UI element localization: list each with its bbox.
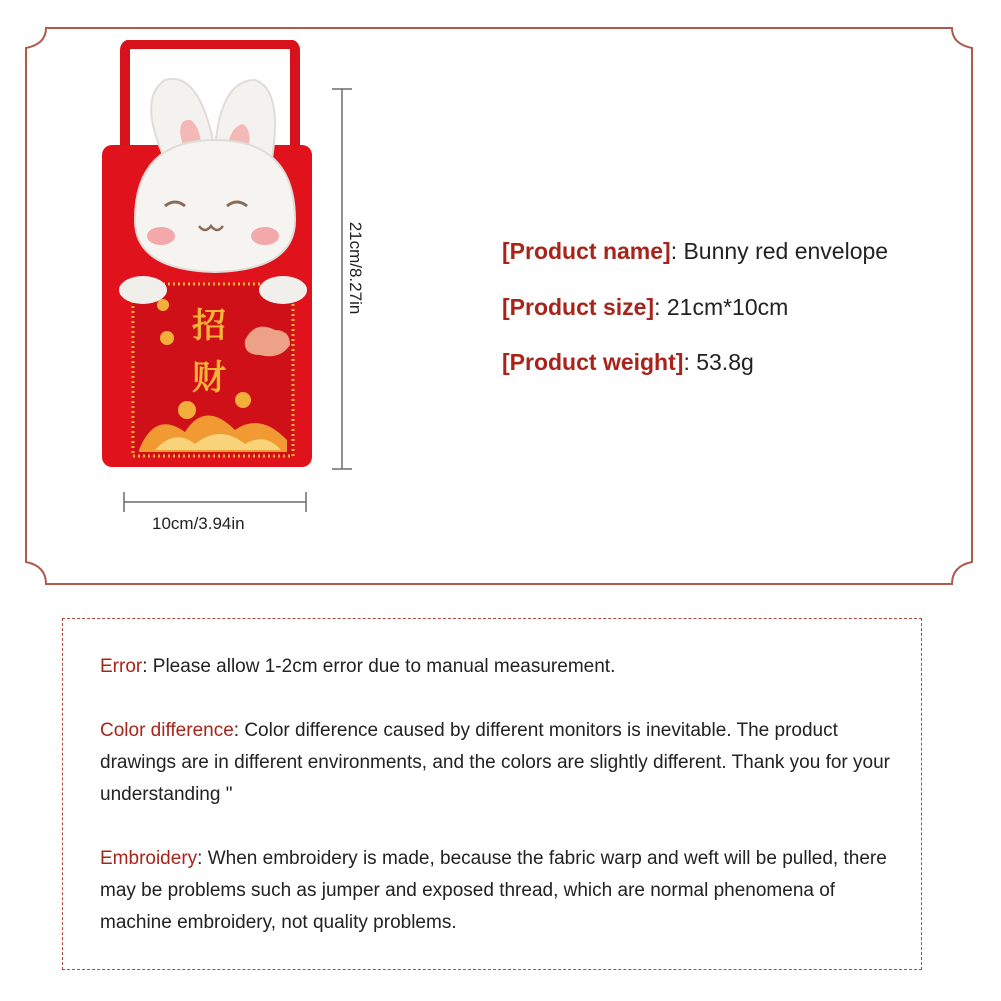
width-dimension-line [120, 490, 310, 514]
note-error-text: : Please allow 1-2cm error due to manual measurement. [142, 656, 616, 677]
note-color-text: : Color difference caused by different monitors is inevitable. The product drawings are in different environments, and the colors are slightly different. Thank you for your understanding " [100, 720, 890, 805]
note-color-label: Color difference [100, 720, 234, 741]
notes-box [62, 618, 922, 970]
bunny-envelope-illustration [95, 40, 325, 480]
product-weight-line [502, 349, 754, 376]
note-color-difference [100, 715, 890, 811]
product-size-value: : 21cm*10cm [654, 294, 789, 320]
product-name-value: : Bunny red envelope [670, 238, 889, 264]
note-embroidery-label: Embroidery [100, 848, 198, 869]
product-weight-value: : 53.8g [683, 349, 754, 375]
note-error-label: Error [100, 656, 143, 677]
note-error [100, 651, 890, 683]
product-name-line [502, 238, 888, 265]
note-embroidery-text: : When embroidery is made, because the fabric warp and weft will be pulled, there may be problems such as jumper and exposed thread, which are normal phenomena of machine embroidery, not quality problems. [100, 848, 887, 933]
product-size-label: [Product size] [502, 294, 655, 320]
product-weight-label: [Product weight] [502, 349, 684, 375]
product-name-label: [Product name] [502, 238, 671, 264]
envelope-char-2: 财 [192, 358, 226, 398]
height-dimension-label: 21cm/8.27in [346, 221, 365, 315]
note-embroidery [100, 843, 890, 939]
product-size-line [502, 294, 788, 321]
width-dimension-label: 10cm/3.94in [152, 514, 245, 533]
envelope-char-1: 招 [192, 306, 226, 346]
envelope-characters [192, 302, 226, 402]
